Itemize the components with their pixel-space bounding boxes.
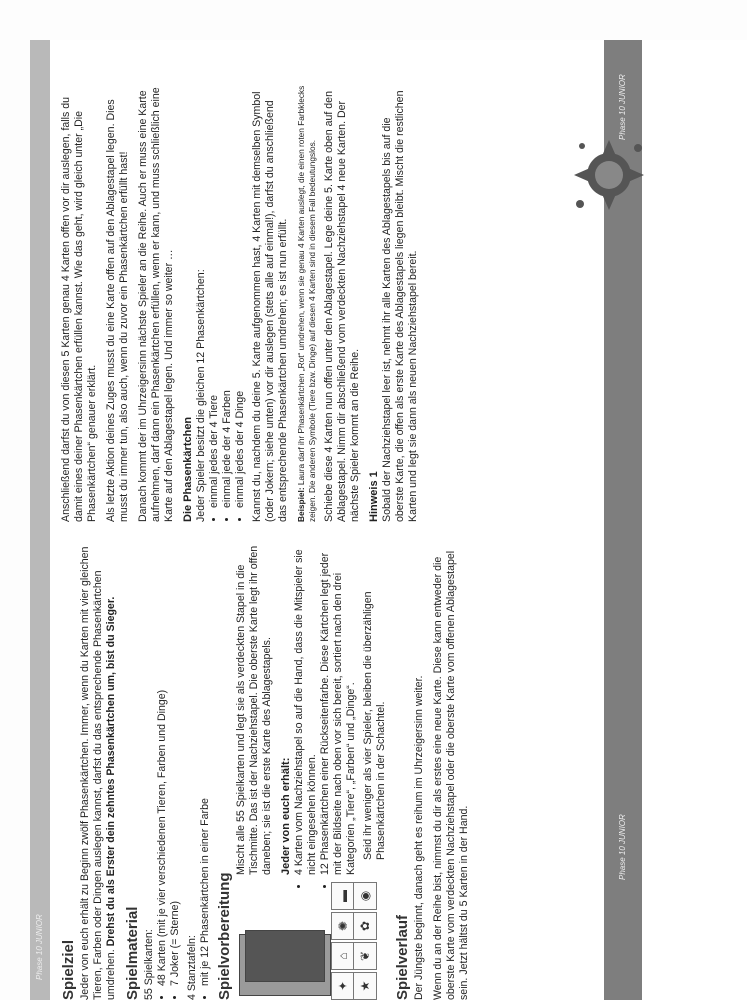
phasen-list [208, 82, 247, 522]
material-head-tafeln: 4 Stanztafeln: [186, 935, 198, 1000]
right-column [60, 82, 600, 522]
brand-label: Phase 10 JUNIOR [618, 74, 627, 140]
beispiel-text: Beispiel: Laura darf ihr Phasenkärtchen „Rot“ umdrehen, wenn sie genau 4 Karten auslegt, die einen roten Farbklecks zeigen. Die anderen Symbole (Tiere bzw. Dinge) auf diesen 4 Karten sind in diesem Fall bedeutungslos. [296, 85, 317, 522]
spielziel-title: Spielziel [60, 939, 77, 1000]
list-item: • 7 Joker (= Sterne) [169, 545, 182, 986]
flower-icon: ✿ [353, 912, 377, 940]
setup-illustration [235, 875, 375, 1000]
house-icon: ⌂ [331, 942, 355, 970]
list-item: • 12 Phasenkärtchen einer Rückseitenfarbe. Diese Kärtchen legt jeder mit der Bildseite nach oben vor sich bereit, sortiert nach den drei Kategorien „Tiere“, „Farben“ und „Dinge“. [319, 545, 358, 986]
right-paragraph-5: Schiebe diese 4 Karten nun offen unter den Ablagestapel. Lege deine 5. Karte oben auf den Ablagestapel. Nimm dir abschließend vom verdeckten Nachziehstapel 4 neue Karten. Der nächste Spieler kommt an die Reihe. [323, 91, 361, 522]
paint-splash-icon [564, 130, 654, 220]
list-item: • mit je 12 Phasenkärtchen in einer Farbe [199, 545, 212, 986]
paw-icon: ✦ [331, 972, 355, 1000]
list-item: • einmal jedes der 4 Dinge [234, 82, 247, 508]
verlauf-title: Spielverlauf [394, 914, 411, 1000]
discard-pile [245, 930, 325, 982]
verlauf-text-1: Der Jüngste beginnt, danach geht es reihum im Uhrzeigersinn weiter. [413, 675, 425, 1000]
list-item: • einmal jedes der 4 Tiere [208, 82, 221, 508]
right-paragraph-4: Kannst du, nachdem du deine 5. Karte aufgenommen hast, 4 Karten mit demselben Symbol (oder Jokern; siehe unten) vor dir auslegen (stets alle auf einmal!), darfst du anschließend das entsprechende Phasenkärtchen umdrehen; es ist nun erfüllt. [251, 91, 289, 522]
material-title: Spielmaterial [124, 906, 141, 1000]
vorbereitung-text: Mischt alle 55 Spielkarten und legt sie als verdeckten Stapel in die Tischmitte. Das ist der Nachziehstapel. Die oberste Karte legt ihr offen daneben; sie ist die erste Karte des Ablagestapels. [235, 545, 273, 875]
header-band [30, 40, 50, 1000]
spielziel-text: Jeder von euch erhält zu Beginn zwölf Phasenkärtchen. Immer, wenn du Karten mit vier gleichen Tieren, Farben oder Dingen auslegen kannst, darfst du das entsprechende Phasenkärtchen umdrehen. Drehst du als Erster dein zehntes Phasenkärtchen um, bist du Sieger. [79, 546, 117, 1000]
splash-icon: ✺ [331, 912, 355, 940]
weniger-text: Seid ihr weniger als vier Spieler, bleiben die überzähligen Phasenkärtchen in der Schachtel. [362, 591, 387, 860]
material-list-cards [156, 545, 182, 1000]
right-paragraph-1: Anschließend darfst du von diesen 5 Karten genau 4 Karten offen vor dir auslegen, falls du damit eines deiner Phasenkärtchen erfüllen kannst. Wie das geht, wird gleich unter „Die Phasenkärtchen“ genauer erklärt. [60, 96, 98, 522]
brand-label: Phase 10 JUNIOR [618, 814, 627, 880]
car-icon: ▬ [331, 882, 355, 910]
material-head-cards: 55 Spielkarten: [143, 929, 155, 1000]
rotated-rules-sheet [30, 40, 747, 1000]
vorbereitung-title: Spielvorbereitung [216, 872, 233, 1000]
jeder-head: Jeder von euch erhält: [280, 757, 292, 875]
leaf-icon: ❦ [353, 942, 377, 970]
star-icon: ★ [353, 972, 377, 1000]
right-paragraph-3: Danach kommt der im Uhrzeigersinn nächste Spieler an die Reihe. Auch er muss eine Karte aufnehmen, darf dann ein Phasenkärtchen erfüllen, wenn er kann, und muss schließlich eine Karte auf den Ablagestapel legen. Und immer so weiter … [137, 87, 175, 522]
list-item: • 4 Karten vom Nachziehstapel so auf die Hand, dass die Mitspieler sie nicht eingesehen können. [293, 545, 319, 986]
verlauf-text-2: Wenn du an der Reihe bist, nimmst du dir als erstes eine neue Karte. Diese kann entweder die oberste Karte vom verdeckten Nachziehstapel oder die oberste Karte vom offenen Ablagestapel sein. Jetzt hältst du 5 Karten in der Hand. [432, 550, 470, 1000]
phasen-title: Die Phasenkärtchen [182, 416, 194, 522]
ball-icon: ◉ [353, 882, 377, 910]
hinweis-title: Hinweis 1 [368, 471, 380, 522]
brand-label: Phase 10 JUNIOR [35, 914, 44, 980]
material-list-tafeln [199, 545, 212, 1000]
phasen-intro: Jeder Spieler besitzt die gleichen 12 Phasenkärtchen: [195, 269, 207, 522]
left-column [56, 545, 601, 1000]
list-item: • einmal jede der 4 Farben [221, 82, 234, 508]
hinweis-text: Sobald der Nachziehstapel leer ist, nehmt ihr alle Karten des Ablagestapels bis auf die oberste Karte, die offen als erste Karte des Ablagestapels liegen bleibt. Mischt die restlichen Karten und legt sie dann als neuen Nachziehstapel bereit. [381, 90, 419, 522]
right-paragraph-2: Als letzte Aktion deines Zuges musst du eine Karte offen auf den Ablagestapel legen. Dies musst du immer tun, also auch, wenn du zuvor ein Phasenkärtchen erfüllt hast! [105, 99, 130, 522]
list-item: • 48 Karten (mit je vier verschiedenen Tieren, Farben und Dinge) [156, 545, 169, 986]
footer-band [604, 40, 642, 1000]
